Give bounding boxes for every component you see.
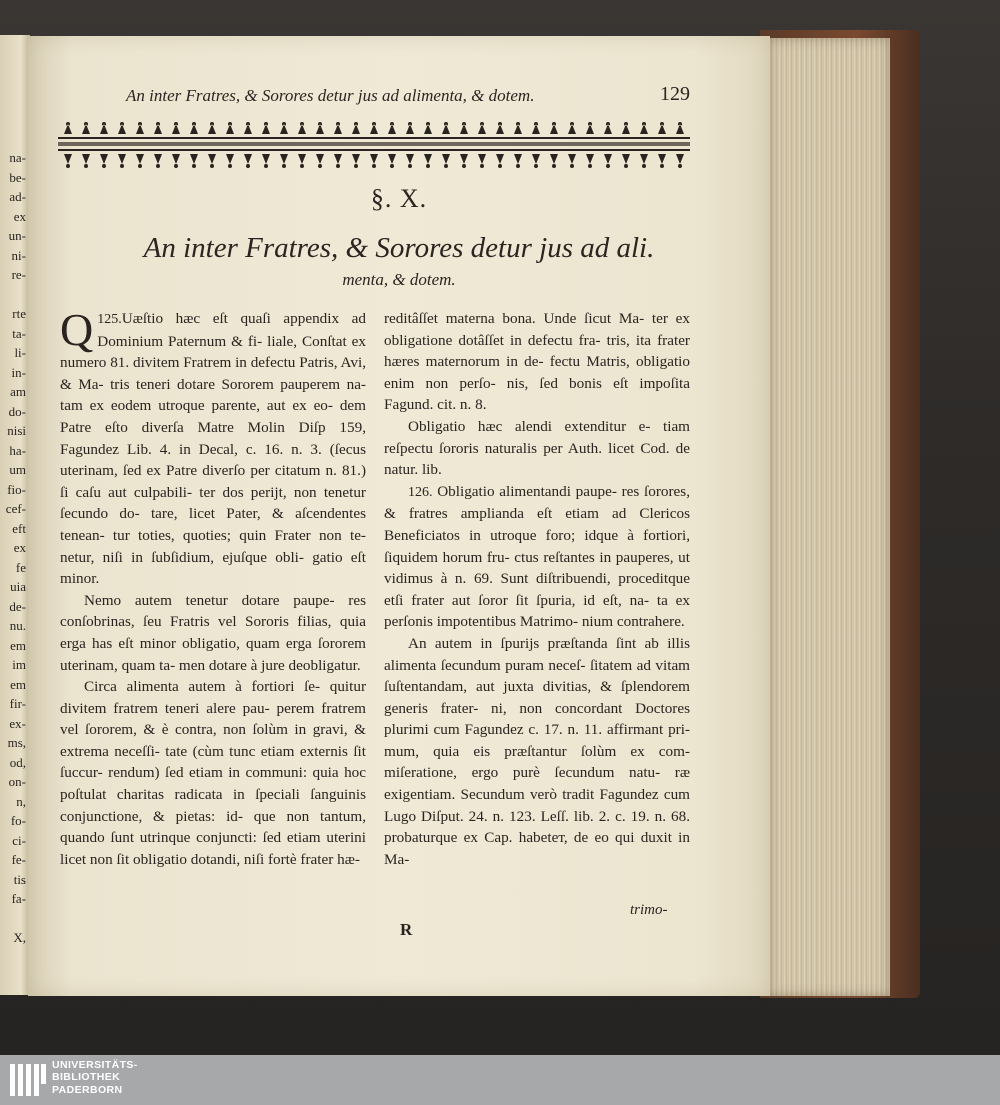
ornament-fleuron	[586, 122, 594, 134]
ornament-fleuron	[100, 122, 108, 134]
left-fragment-line: eft	[12, 520, 26, 536]
left-fragment-line: fe-	[11, 852, 26, 867]
paragraph-text: Obligatio alimentandi paupe- res ſorores, & fratres amplianda eſt etiam ad Clericos Beneficiatos in utroque foro; idque à fortiori, ſiquidem horum fru- ctus reſtantes in pauperes, ut vidimus à n. 69. Sunt diſtribuendi, proceditque etſi frater aut ſoror ſit ſpuria, id eſt, na- ta ex perſonis impotentibus Matrimo- nium contrahere.	[384, 482, 690, 631]
ornament-fleuron	[586, 154, 594, 168]
left-fragment-line: re-	[11, 267, 26, 282]
ornament-fleuron	[64, 122, 72, 134]
left-fragment-line: nisi	[7, 423, 26, 438]
paragraph-126	[384, 481, 690, 633]
left-fragment-line: fe	[15, 559, 26, 575]
left-fragment-line	[0, 285, 26, 305]
ornament-fleuron	[460, 154, 468, 168]
ornament-fleuron	[298, 122, 306, 134]
page-block-edges	[768, 38, 890, 996]
ornament-fleuron	[136, 154, 144, 168]
section-title-continuation: menta, & dotem.	[342, 270, 456, 289]
ornament-fleuron	[532, 122, 540, 134]
ornament-fleuron	[370, 154, 378, 168]
left-fragment-line: un-	[8, 228, 26, 243]
left-fragment-line: X,	[13, 930, 26, 945]
ornament-fleuron	[118, 154, 126, 168]
ornament-rule	[58, 149, 690, 151]
ornament-fleuron	[172, 154, 180, 168]
ornament-fleuron	[316, 122, 324, 134]
ornament-fleuron	[478, 122, 486, 134]
left-fragment-line: nu.	[9, 618, 26, 633]
ornament-fleuron	[604, 154, 612, 168]
left-fragment-line: ad-	[9, 189, 26, 204]
printers-ornament-band	[58, 116, 690, 172]
paragraph-125	[60, 304, 366, 590]
library-footer-bar	[0, 1055, 1000, 1105]
left-fragment-line: fio-	[7, 481, 26, 497]
ornament-fleuron	[658, 122, 666, 134]
catchword: trimo-	[630, 902, 668, 918]
paragraph-number: 126.	[408, 484, 433, 500]
left-fragment-line: rte	[12, 306, 26, 321]
left-fragment-line: na-	[9, 150, 26, 165]
ornament-fleuron	[82, 122, 90, 134]
drop-cap: Q	[60, 304, 94, 355]
ornament-fleuron	[388, 122, 396, 134]
ornament-fleuron	[550, 154, 558, 168]
ornament-fleuron	[622, 122, 630, 134]
section-title: An inter Fratres, & Sorores detur jus ad ali.	[143, 232, 655, 264]
ornament-fleuron	[550, 122, 558, 134]
ornament-fleuron	[568, 122, 576, 134]
left-fragment-line: in-	[11, 364, 26, 380]
ornament-fleuron	[100, 154, 108, 168]
left-fragment-line: im	[12, 657, 26, 672]
ornament-fleuron	[190, 154, 198, 168]
ornament-fleuron	[64, 154, 72, 168]
page-number: 129	[660, 83, 690, 105]
ornament-fleuron	[406, 154, 414, 168]
ornament-fleuron	[136, 122, 144, 134]
ornament-fleuron	[676, 122, 684, 134]
left-fragment-line	[0, 909, 26, 929]
ornament-fleuron	[496, 154, 504, 168]
ornament-fleuron	[460, 122, 468, 134]
ornament-fleuron	[154, 154, 162, 168]
ornament-fleuron	[496, 122, 504, 134]
left-fragment-line: am	[10, 384, 26, 399]
left-fragment-line: ms,	[7, 735, 26, 750]
text-column-left	[60, 304, 366, 870]
ornament-fleuron	[334, 154, 342, 168]
ornament-fleuron	[352, 122, 360, 134]
ornament-fleuron	[82, 154, 90, 168]
left-fragment-line: em	[10, 637, 26, 653]
ornament-fleuron	[478, 154, 486, 168]
running-head: An inter Fratres, & Sorores detur jus ad alimenta, & dotem.	[126, 86, 535, 105]
ornament-rule	[58, 137, 690, 139]
ornament-fleuron	[208, 154, 216, 168]
left-fragment-line: li-	[14, 345, 26, 360]
signature-mark: R	[400, 920, 413, 939]
ornament-fleuron	[388, 154, 396, 168]
ornament-fleuron	[280, 154, 288, 168]
paragraph-nemo: Nemo autem tenetur dotare paupe- res conſobrinas, ſeu Fratris vel Sororis filias, quia erga has eſt minor obligatio, quam erga ſororem uterinam, quam ta- men dotare à jure deobligatur.	[60, 591, 366, 674]
ornament-fleuron	[244, 154, 252, 168]
ornament-fleuron	[280, 122, 288, 134]
left-fragment-line: cef-	[5, 501, 26, 516]
library-name	[52, 1059, 138, 1096]
ornament-fleuron	[658, 154, 666, 168]
paragraph-continuation: reditâſſet materna bona. Unde ſicut Ma- ter ex obligatione dotâſſet in defectu fra- tris, ita frater hæres maternorum in de- fectu Matris, obligatio enim non perſo- nis, ſed bonis eſt impoſita Fagund. cit. n. 8.	[384, 310, 690, 414]
paragraph-an-autem: An autem in ſpurijs præſtanda ſint ab illis alimenta ſecundum puram neceſ- ſitatem ad vitam ſuſtentandam, aut juxta divitias, & ſplendorem generis frater- ni, non concordant Doctores plurimi cum Fagundez c. 17. n. 11. affirmant pri- mum, quia eis præſtantur ſolùm ex com- miſeratione, ergo purè ſecundum natu- ræ exigentiam. Secundum verò tradit Fagundez cum Lugo Diſput. 24. n. 123. Leſſ. lib. 2. c. 19. n. 68. probaturque ex Cap. habeteт, de eo qui duxit in Ma-	[384, 634, 690, 868]
left-fragment-line: fir-	[9, 696, 26, 711]
text-column-right	[384, 308, 690, 870]
left-fragment-line: tis	[13, 871, 26, 887]
left-fragment-line: ta-	[12, 325, 26, 341]
section-number: §. X.	[370, 184, 428, 213]
left-fragment-line: n,	[16, 793, 26, 809]
ornament-fleuron	[532, 154, 540, 168]
left-fragment-line: od,	[9, 754, 26, 770]
ornament-fleuron	[352, 154, 360, 168]
left-fragment-line: on-	[8, 774, 26, 789]
ornament-fleuron	[568, 154, 576, 168]
left-fragment-line: fa-	[11, 891, 26, 906]
ornament-fleuron	[262, 154, 270, 168]
left-fragment-line: ex-	[9, 715, 26, 731]
library-logo-icon	[8, 1060, 48, 1100]
ornament-fleuron	[514, 122, 522, 134]
ornament-fleuron	[676, 154, 684, 168]
paragraph-obligatio: Obligatio hæc alendi extenditur e- tiam reſpectu ſororis naturalis per Auth. licet Cod. de natur. lib.	[384, 417, 690, 479]
left-fragment-line: ha-	[9, 442, 26, 458]
ornament-fleuron	[298, 154, 306, 168]
left-fragment-line: ci-	[12, 832, 26, 848]
ornament-fleuron	[334, 122, 342, 134]
book-page	[28, 36, 770, 996]
ornament-fleuron	[424, 154, 432, 168]
ornament-fleuron	[640, 154, 648, 168]
left-fragment-line: um	[9, 462, 26, 477]
left-fragment-line: be-	[9, 169, 26, 185]
paragraph-number: 125.	[97, 312, 122, 327]
left-fragment-line: fo-	[10, 813, 26, 828]
ornament-fleuron	[244, 122, 252, 134]
paragraph-text: Uæſtio hæc eſt quaſi appendix ad Dominium Paternum & fi- liale, Conſtat ex numero 81. divitem Fratrem in defectu Patris, Avi, & Ma- tris teneri dotare Sororem pauperem na- tam ex eodem utroque parente, aut ex eo- dem Patre eſto diverſa Matre Molin Diſp 159, Fagundez Lib. 4. in Decal, c. 16. n. 3. (ſecus uterinam, ſed ex Patre diverſo per citatum n. 81.) ſi caſu aut culpabili- ter dos perijt, non tenetur ſecundo do- tare, licet Pater, & aſcendentes tenean- tur toties, quoties; quin Frater non te- netur, niſi in ſubſidium, ejuſque obli- gatio eſt minor.	[60, 310, 366, 588]
ornament-fleuron	[190, 122, 198, 134]
ornament-fleuron	[226, 154, 234, 168]
paragraph-circa: Circa alimenta autem à fortiori ſe- quitur divitem fratrem teneri alere pau- perem fratrem vel ſororem, & è contra, non ſolùm in gravi, & extrema neceſſi- tate (cùm tunc etiam externis ſit ſuccur- rendum) ſed etiam in communi: quia hoc poſtulat charitas radicata in ſpeciali ſanguinis conjunctione, & pietas: id- que non tantum, quando ſunt utrinque conjuncti: ſed etiam uterini licet non ſit obligatio dotandi, niſi fortè frater hæ-	[60, 678, 366, 868]
library-name-line: UNIVERSITÄTS-	[52, 1059, 138, 1071]
left-page-text-fragments	[0, 148, 26, 948]
left-fragment-line: ex	[13, 208, 26, 224]
ornament-fleuron	[622, 154, 630, 168]
left-fragment-line: uia	[10, 579, 26, 594]
left-fragment-line: do-	[8, 403, 26, 419]
left-fragment-line: de-	[9, 598, 26, 614]
ornament-fleuron	[208, 122, 216, 134]
left-fragment-line: ni-	[11, 247, 26, 263]
ornament-fleuron	[442, 154, 450, 168]
ornament-fleuron	[316, 154, 324, 168]
ornament-rule	[58, 142, 690, 146]
left-fragment-line: ex	[13, 540, 26, 555]
ornament-fleuron	[226, 122, 234, 134]
library-name-line: PADERBORN	[52, 1083, 123, 1096]
ornament-fleuron	[640, 122, 648, 134]
ornament-fleuron	[370, 122, 378, 134]
ornament-fleuron	[154, 122, 162, 134]
ornament-fleuron	[262, 122, 270, 134]
ornament-fleuron	[514, 154, 522, 168]
ornament-fleuron	[442, 122, 450, 134]
ornament-fleuron	[424, 122, 432, 134]
left-fragment-line: em	[10, 676, 26, 692]
ornament-fleuron	[118, 122, 126, 134]
ornament-fleuron	[604, 122, 612, 134]
library-name-line: BIBLIOTHEK	[52, 1071, 121, 1084]
ornament-fleuron	[406, 122, 414, 134]
ornament-fleuron	[172, 122, 180, 134]
